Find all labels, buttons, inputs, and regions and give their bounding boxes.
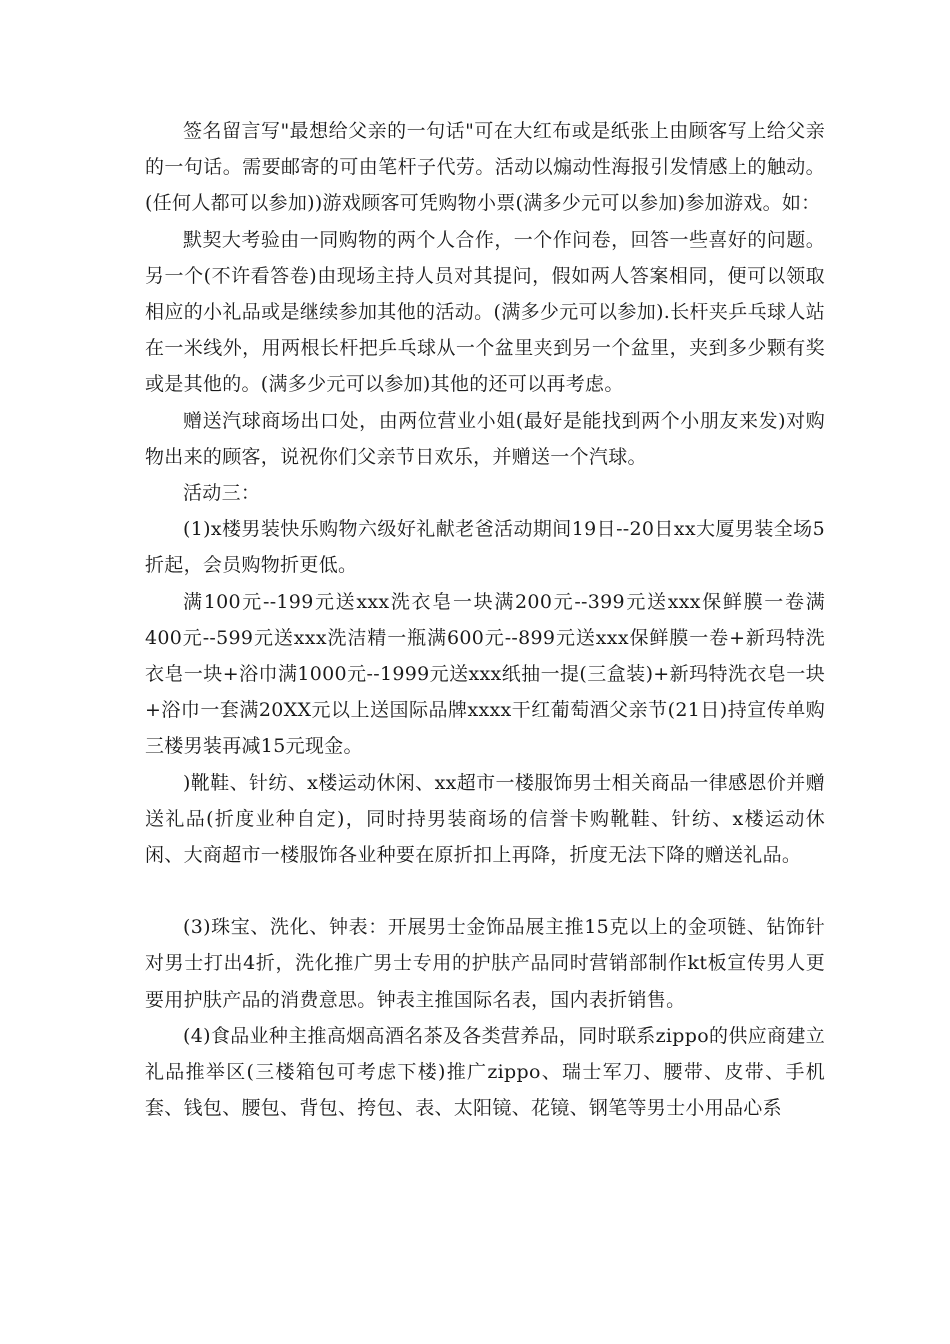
- paragraph-signature-message: 签名留言写"最想给父亲的一句话"可在大红布或是纸张上由顾客写上给父亲的一句话。需要邮寄的可由笔杆子代劳。活动以煽动性海报引发情感上的触动。(任何人都可以参加))游戏顾客可凭购物小票(满多少元可以参加)参加游戏。如：: [145, 120, 825, 215]
- paragraph-jewelry-cosmetics: (3)珠宝、洗化、钟表：开展男士金饰品展主推15克以上的金项链、钻饰针对男士打出4折，洗化推广男士专用的护肤产品同时营销部制作kt板宣传男人更要用护肤产品的消费意思。钟表主推国际名表，国内表折销售。: [145, 916, 825, 1011]
- paragraph-activity-three-heading: 活动三：: [183, 482, 261, 505]
- paragraph-tacit-quiz: 默契大考验由一同购物的两个人合作，一个作问卷，回答一些喜好的问题。另一个(不许看答卷)由现场主持人员对其提问，假如两人答案相同，便可以领取相应的小礼品或是继续参加其他的活动。(满多少元可以参加).长杆夹乒乓球人站在一米线外，用两根长杆把乒乓球从一个盆里夹到另一个盆里，夹到多少颗有奖或是其他的。(满多少元可以参加)其他的还可以再考虑。: [145, 228, 825, 396]
- paragraph-purchase-gifts: 满100元--199元送xxx洗衣皂一块满200元--399元送xxx保鲜膜一卷满400元--599元送xxx洗洁精一瓶满600元--899元送xxx保鲜膜一卷+新玛特洗衣皂一块+浴巾满1000元--1999元送xxx纸抽一提(三盒装)+新玛特洗衣皂一块+浴巾一套满20XX元以上送国际品牌xxxx干红葡萄酒父亲节(21日)持宣传单购三楼男装再减15元现金。: [145, 590, 825, 758]
- paragraph-menswear-discount: (1)x楼男装快乐购物六级好礼献老爸活动期间19日--20日xx大厦男装全场5折起，会员购物折更低。: [145, 518, 825, 577]
- paragraph-food-gifts: (4)食品业种主推高烟高酒名茶及各类营养品，同时联系zippo的供应商建立礼品推举区(三楼箱包可考虑下楼)推广zippo、瑞士军刀、腰带、皮带、手机套、钱包、腰包、背包、挎包、表、太阳镜、花镜、钢笔等男士小用品心系: [145, 1024, 825, 1120]
- document-body: [145, 113, 825, 1126]
- paragraph-shoes-knitwear: )靴鞋、针纺、x楼运动休闲、xx超市一楼服饰男士相关商品一律感恩价并赠送礼品(折度业种自定)，同时持男装商场的信誉卡购靴鞋、针纺、x楼运动休闲、大商超市一楼服饰各业种要在原折扣上再降，折度无法下降的赠送礼品。: [145, 771, 825, 867]
- paragraph-balloon-gift: 赠送汽球商场出口处，由两位营业小姐(最好是能找到两个小朋友来发)对购物出来的顾客，说祝你们父亲节日欢乐，并赠送一个汽球。: [145, 409, 825, 468]
